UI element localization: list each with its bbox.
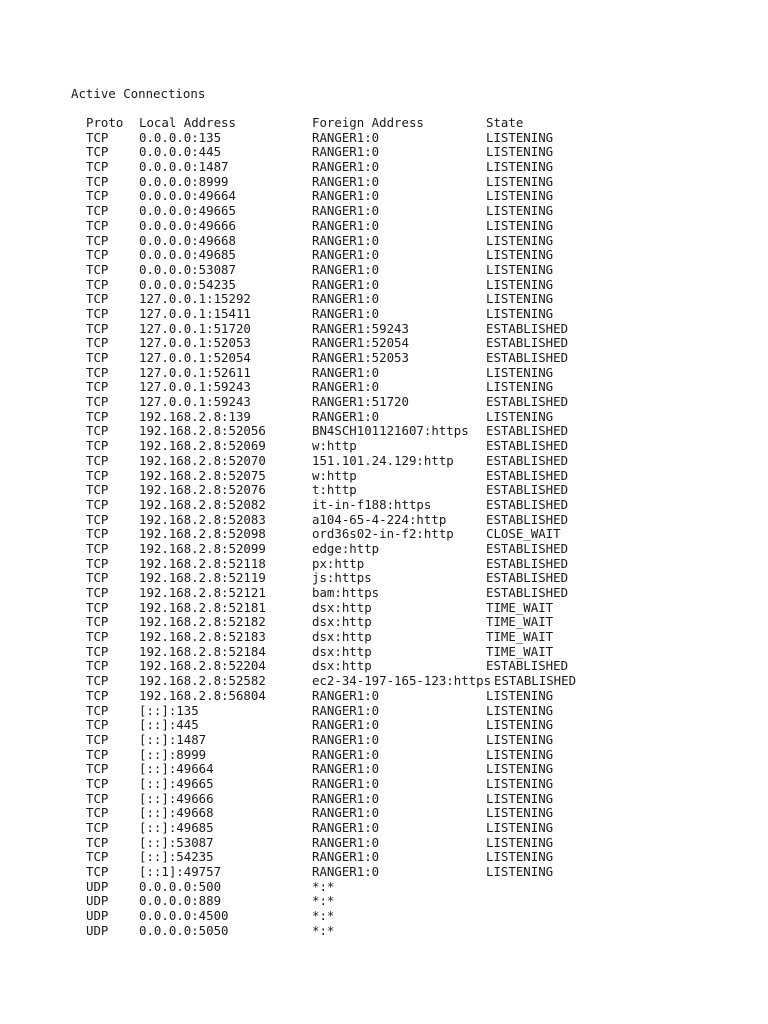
cell-proto: TCP [86,452,109,468]
cell-local-address: [::]:445 [139,717,199,733]
table-row [86,276,554,293]
cell-local-address: 192.168.2.8:52098 [139,526,266,542]
cell-foreign-address: RANGER1:0 [312,702,380,718]
cell-foreign-address: RANGER1:0 [312,775,380,791]
cell-proto: TCP [86,305,109,321]
cell-foreign-address: RANGER1:0 [312,820,380,835]
table-header-row [86,115,524,131]
cell-foreign-address: RANGER1:0 [312,834,380,850]
cell-foreign-address: 151.101.24.129:http [312,452,454,468]
table-row [86,746,554,763]
cell-foreign-address: w:http [312,438,357,454]
cell-foreign-address: RANGER1:0 [312,717,380,733]
table-row [86,291,554,307]
cell-state: ESTABLISHED [486,570,569,586]
table-row [86,731,554,748]
cell-foreign-address: RANGER1:0 [312,364,380,380]
cell-proto: TCP [86,805,109,821]
header-proto: Proto [86,115,124,130]
cell-foreign-address: RANGER1:0 [312,849,380,865]
cell-local-address: 0.0.0.0:889 [139,893,222,909]
cell-local-address: [::]:49666 [139,790,214,806]
header-local-address: Local Address [139,115,236,130]
cell-proto: TCP [86,585,109,600]
cell-proto: TCP [86,188,109,204]
table-row [86,673,577,689]
table-row [86,511,569,528]
cell-local-address: 192.168.2.8:52582 [139,673,266,689]
cell-foreign-address: RANGER1:0 [312,790,380,806]
cell-local-address: 0.0.0.0:53087 [139,261,236,277]
cell-local-address: [::]:54235 [139,849,214,865]
cell-proto: TCP [86,261,109,277]
table-row [86,144,554,160]
cell-local-address: 0.0.0.0:49666 [139,217,236,233]
cell-foreign-address: dsx:http [312,658,372,674]
cell-local-address: 127.0.0.1:51720 [139,320,251,336]
cell-proto: TCP [86,570,109,586]
cell-state: TIME_WAIT [486,599,554,615]
cell-foreign-address: RANGER1:59243 [312,320,409,336]
cell-state: ESTABLISHED [486,438,569,454]
table-row [86,394,569,410]
cell-local-address: 192.168.2.8:52076 [139,482,266,498]
table-row [86,335,569,351]
cell-state: LISTENING [486,834,554,850]
cell-local-address: 0.0.0.0:1487 [139,159,229,175]
cell-foreign-address: *:* [312,908,335,924]
cell-state: ESTABLISHED [486,658,569,674]
cell-proto: TCP [86,467,109,483]
table-row [86,232,554,249]
cell-proto: TCP [86,643,109,659]
table-row [86,922,335,939]
table-row [86,496,569,513]
cell-local-address: 0.0.0.0:8999 [139,173,229,189]
table-row [86,643,554,660]
cell-state: LISTENING [486,159,554,175]
table-row [86,467,569,484]
cell-proto: TCP [86,247,109,263]
cell-local-address: 192.168.2.8:52119 [139,570,266,586]
cell-local-address: 192.168.2.8:52069 [139,438,266,454]
cell-foreign-address: bam:https [312,585,380,600]
table-row [86,629,554,645]
cell-local-address: [::]:49685 [139,820,214,835]
cell-local-address: 127.0.0.1:52053 [139,335,251,351]
cell-proto: TCP [86,482,109,498]
table-row [86,452,569,469]
cell-local-address: 192.168.2.8:52099 [139,540,266,556]
cell-local-address: [::]:135 [139,702,199,718]
cell-state: LISTENING [486,364,554,380]
table-row [86,159,554,175]
cell-proto: TCP [86,335,109,351]
cell-state: LISTENING [486,291,554,307]
cell-proto: TCP [86,717,109,733]
cell-state: ESTABLISHED [486,540,569,556]
table-body [86,129,577,939]
table-row [86,834,554,851]
cell-local-address: [::]:1487 [139,731,207,747]
cell-state: LISTENING [486,188,554,204]
header-state: State [486,115,524,130]
cell-local-address: 0.0.0.0:135 [139,129,222,145]
cell-local-address: 0.0.0.0:49685 [139,247,236,263]
cell-local-address: 192.168.2.8:52121 [139,585,266,600]
cell-foreign-address: px:http [312,555,365,571]
cell-state: LISTENING [486,702,554,718]
cell-proto: TCP [86,496,109,512]
table-row [86,555,569,572]
cell-state: LISTENING [486,232,554,248]
cell-local-address: 127.0.0.1:52054 [139,350,251,365]
cell-local-address: 127.0.0.1:52611 [139,364,251,380]
table-row [86,717,554,733]
cell-proto: TCP [86,761,109,777]
table-row [86,408,554,425]
cell-proto: TCP [86,350,109,365]
cell-state: TIME_WAIT [486,629,554,645]
table-row [86,849,554,865]
cell-foreign-address: w:http [312,467,357,483]
cell-local-address: 0.0.0.0:49664 [139,188,236,204]
cell-state: LISTENING [486,203,554,219]
cell-state: LISTENING [486,144,554,160]
cell-proto: TCP [86,790,109,806]
cell-state: ESTABLISHED [486,511,569,527]
cell-foreign-address: ec2-34-197-165-123:https [312,673,492,689]
cell-foreign-address: RANGER1:0 [312,746,380,762]
cell-foreign-address: ord36s02-in-f2:http [312,526,454,542]
cell-local-address: 0.0.0.0:49668 [139,232,236,248]
cell-proto: TCP [86,173,109,189]
cell-proto: TCP [86,364,109,380]
cell-proto: TCP [86,820,109,835]
cell-state: LISTENING [486,864,554,880]
cell-foreign-address: RANGER1:0 [312,129,380,145]
table-row [86,878,335,895]
cell-foreign-address: RANGER1:0 [312,761,380,777]
cell-local-address: [::]:8999 [139,746,207,762]
cell-proto: TCP [86,658,109,674]
cell-foreign-address: RANGER1:0 [312,203,380,219]
table-row [86,658,569,674]
cell-proto: TCP [86,438,109,454]
cell-local-address: 192.168.2.8:52183 [139,629,266,645]
cell-proto: TCP [86,408,109,424]
cell-foreign-address: RANGER1:0 [312,805,380,821]
cell-local-address: 192.168.2.8:52070 [139,452,266,468]
cell-foreign-address: a104-65-4-224:http [312,511,447,527]
cell-proto: TCP [86,731,109,747]
cell-state: LISTENING [486,276,554,292]
cell-proto: UDP [86,908,109,924]
table-row [86,540,569,557]
cell-proto: TCP [86,129,109,145]
table-row [86,217,554,234]
cell-local-address: 192.168.2.8:52204 [139,658,266,674]
cell-state: TIME_WAIT [486,643,554,659]
cell-state: LISTENING [486,305,554,321]
cell-state: ESTABLISHED [486,496,569,512]
cell-state: LISTENING [486,731,554,747]
cell-local-address: [::]:53087 [139,834,214,850]
cell-local-address: 192.168.2.8:52083 [139,511,266,527]
cell-local-address: [::]:49668 [139,805,214,821]
cell-proto: UDP [86,893,109,909]
table-row [86,423,569,439]
cell-foreign-address: RANGER1:0 [312,144,380,160]
table-row [86,820,554,836]
table-row [86,247,554,263]
cell-state: ESTABLISHED [486,467,569,483]
cell-state: LISTENING [486,217,554,233]
table-row [86,203,554,219]
cell-proto: TCP [86,320,109,336]
table-row [86,864,554,880]
table-row [86,893,335,909]
cell-local-address: 127.0.0.1:15292 [139,291,251,307]
cell-proto: TCP [86,379,109,395]
cell-state: ESTABLISHED [486,350,569,365]
table-row [86,687,554,704]
cell-state: ESTABLISHED [486,423,569,439]
cell-foreign-address: t:http [312,482,357,498]
cell-foreign-address: RANGER1:0 [312,291,380,307]
cell-proto: TCP [86,423,109,439]
cell-local-address: 0.0.0.0:500 [139,878,222,894]
table-row [86,614,554,630]
cell-state: ESTABLISHED [486,320,569,336]
cell-state: LISTENING [486,805,554,821]
cell-foreign-address: RANGER1:0 [312,247,380,263]
cell-state: LISTENING [486,379,554,395]
cell-foreign-address: RANGER1:51720 [312,394,409,410]
cell-state: ESTABLISHED [486,335,569,351]
table-row [86,570,569,586]
table-row [86,305,554,322]
cell-proto: TCP [86,159,109,175]
cell-foreign-address: RANGER1:0 [312,261,380,277]
cell-foreign-address: RANGER1:0 [312,864,380,880]
table-row [86,908,335,924]
header-foreign-address: Foreign Address [312,115,424,130]
cell-foreign-address: *:* [312,878,335,894]
table-row [86,482,569,498]
table-row [86,702,554,719]
cell-foreign-address: RANGER1:0 [312,687,380,703]
cell-proto: TCP [86,144,109,160]
cell-proto: TCP [86,687,109,703]
cell-local-address: 192.168.2.8:56804 [139,687,266,703]
cell-proto: TCP [86,849,109,865]
cell-local-address: 192.168.2.8:52056 [139,423,266,439]
cell-proto: TCP [86,276,109,292]
table-row [86,805,554,821]
cell-foreign-address: *:* [312,893,335,909]
cell-local-address: 0.0.0.0:445 [139,144,222,160]
cell-foreign-address: RANGER1:0 [312,731,380,747]
cell-proto: TCP [86,629,109,645]
cell-proto: TCP [86,291,109,307]
cell-state: LISTENING [486,717,554,733]
cell-foreign-address: RANGER1:0 [312,379,380,395]
table-row [86,775,554,792]
cell-state: LISTENING [486,408,554,424]
cell-local-address: 192.168.2.8:52184 [139,643,266,659]
cell-local-address: 0.0.0.0:5050 [139,922,229,938]
cell-foreign-address: RANGER1:52053 [312,350,409,365]
cell-local-address: [::]:49664 [139,761,214,777]
table-row [86,761,554,777]
cell-foreign-address: it-in-f188:https [312,496,432,512]
table-row [86,790,554,807]
cell-foreign-address: js:https [312,570,372,586]
cell-local-address: 192.168.2.8:52118 [139,555,266,571]
cell-state: ESTABLISHED [486,585,569,600]
cell-state: LISTENING [486,820,554,835]
cell-proto: TCP [86,834,109,850]
cell-local-address: 192.168.2.8:139 [139,408,251,424]
cell-proto: TCP [86,540,109,556]
cell-state: ESTABLISHED [486,555,569,571]
table-row [86,129,554,146]
table-row [86,188,554,204]
cell-state: ESTABLISHED [486,482,569,498]
cell-state: LISTENING [486,261,554,277]
cell-local-address: 127.0.0.1:59243 [139,394,251,410]
cell-local-address: [::]:49665 [139,775,214,791]
cell-local-address: 192.168.2.8:52082 [139,496,266,512]
cell-state: LISTENING [486,775,554,791]
cell-foreign-address: *:* [312,922,335,938]
table-row [86,261,554,278]
cell-state: TIME_WAIT [486,614,554,630]
cell-local-address: [::1]:49757 [139,864,222,880]
cell-proto: TCP [86,775,109,791]
cell-state: LISTENING [486,247,554,263]
table-row [86,173,554,190]
connections-table [86,115,577,939]
cell-foreign-address: RANGER1:0 [312,305,380,321]
cell-state: LISTENING [486,687,554,703]
cell-foreign-address: RANGER1:0 [312,232,380,248]
cell-foreign-address: RANGER1:0 [312,159,380,175]
cell-state: ESTABLISHED [486,394,569,410]
cell-local-address: 192.168.2.8:52182 [139,614,266,630]
cell-state: LISTENING [486,173,554,189]
cell-state: ESTABLISHED [486,452,569,468]
cell-local-address: 127.0.0.1:15411 [139,305,251,321]
cell-proto: TCP [86,864,109,880]
cell-state: ESTABLISHED [494,673,577,689]
cell-foreign-address: dsx:http [312,614,372,630]
cell-proto: UDP [86,922,109,938]
cell-foreign-address: RANGER1:52054 [312,335,409,351]
cell-foreign-address: RANGER1:0 [312,217,380,233]
cell-proto: TCP [86,614,109,630]
table-row [86,379,554,395]
cell-proto: TCP [86,673,109,689]
table-row [86,526,561,542]
cell-foreign-address: RANGER1:0 [312,188,380,204]
cell-foreign-address: dsx:http [312,599,372,615]
cell-state: LISTENING [486,790,554,806]
cell-proto: TCP [86,203,109,219]
cell-proto: TCP [86,394,109,410]
cell-proto: TCP [86,746,109,762]
cell-state: LISTENING [486,746,554,762]
cell-foreign-address: BN4SCH101121607:https [312,423,469,439]
cell-proto: TCP [86,217,109,233]
cell-foreign-address: edge:http [312,540,380,556]
cell-local-address: 127.0.0.1:59243 [139,379,251,395]
cell-state: LISTENING [486,129,554,145]
cell-foreign-address: RANGER1:0 [312,276,380,292]
cell-proto: UDP [86,878,109,894]
table-row [86,438,569,454]
cell-proto: TCP [86,511,109,527]
cell-proto: TCP [86,526,109,542]
table-row [86,599,554,616]
table-row [86,364,554,381]
cell-local-address: 192.168.2.8:52075 [139,467,266,483]
cell-proto: TCP [86,232,109,248]
cell-foreign-address: RANGER1:0 [312,408,380,424]
cell-state: CLOSE_WAIT [486,526,561,542]
cell-state: LISTENING [486,849,554,865]
cell-local-address: 0.0.0.0:4500 [139,908,229,924]
cell-proto: TCP [86,702,109,718]
cell-local-address: 0.0.0.0:54235 [139,276,236,292]
page-title: Active Connections [71,86,206,101]
cell-local-address: 0.0.0.0:49665 [139,203,236,219]
cell-proto: TCP [86,555,109,571]
cell-foreign-address: dsx:http [312,643,372,659]
table-row [86,320,569,337]
table-row [86,350,569,366]
cell-foreign-address: dsx:http [312,629,372,645]
cell-local-address: 192.168.2.8:52181 [139,599,266,615]
table-row [86,585,569,601]
cell-state: LISTENING [486,761,554,777]
cell-proto: TCP [86,599,109,615]
cell-foreign-address: RANGER1:0 [312,173,380,189]
